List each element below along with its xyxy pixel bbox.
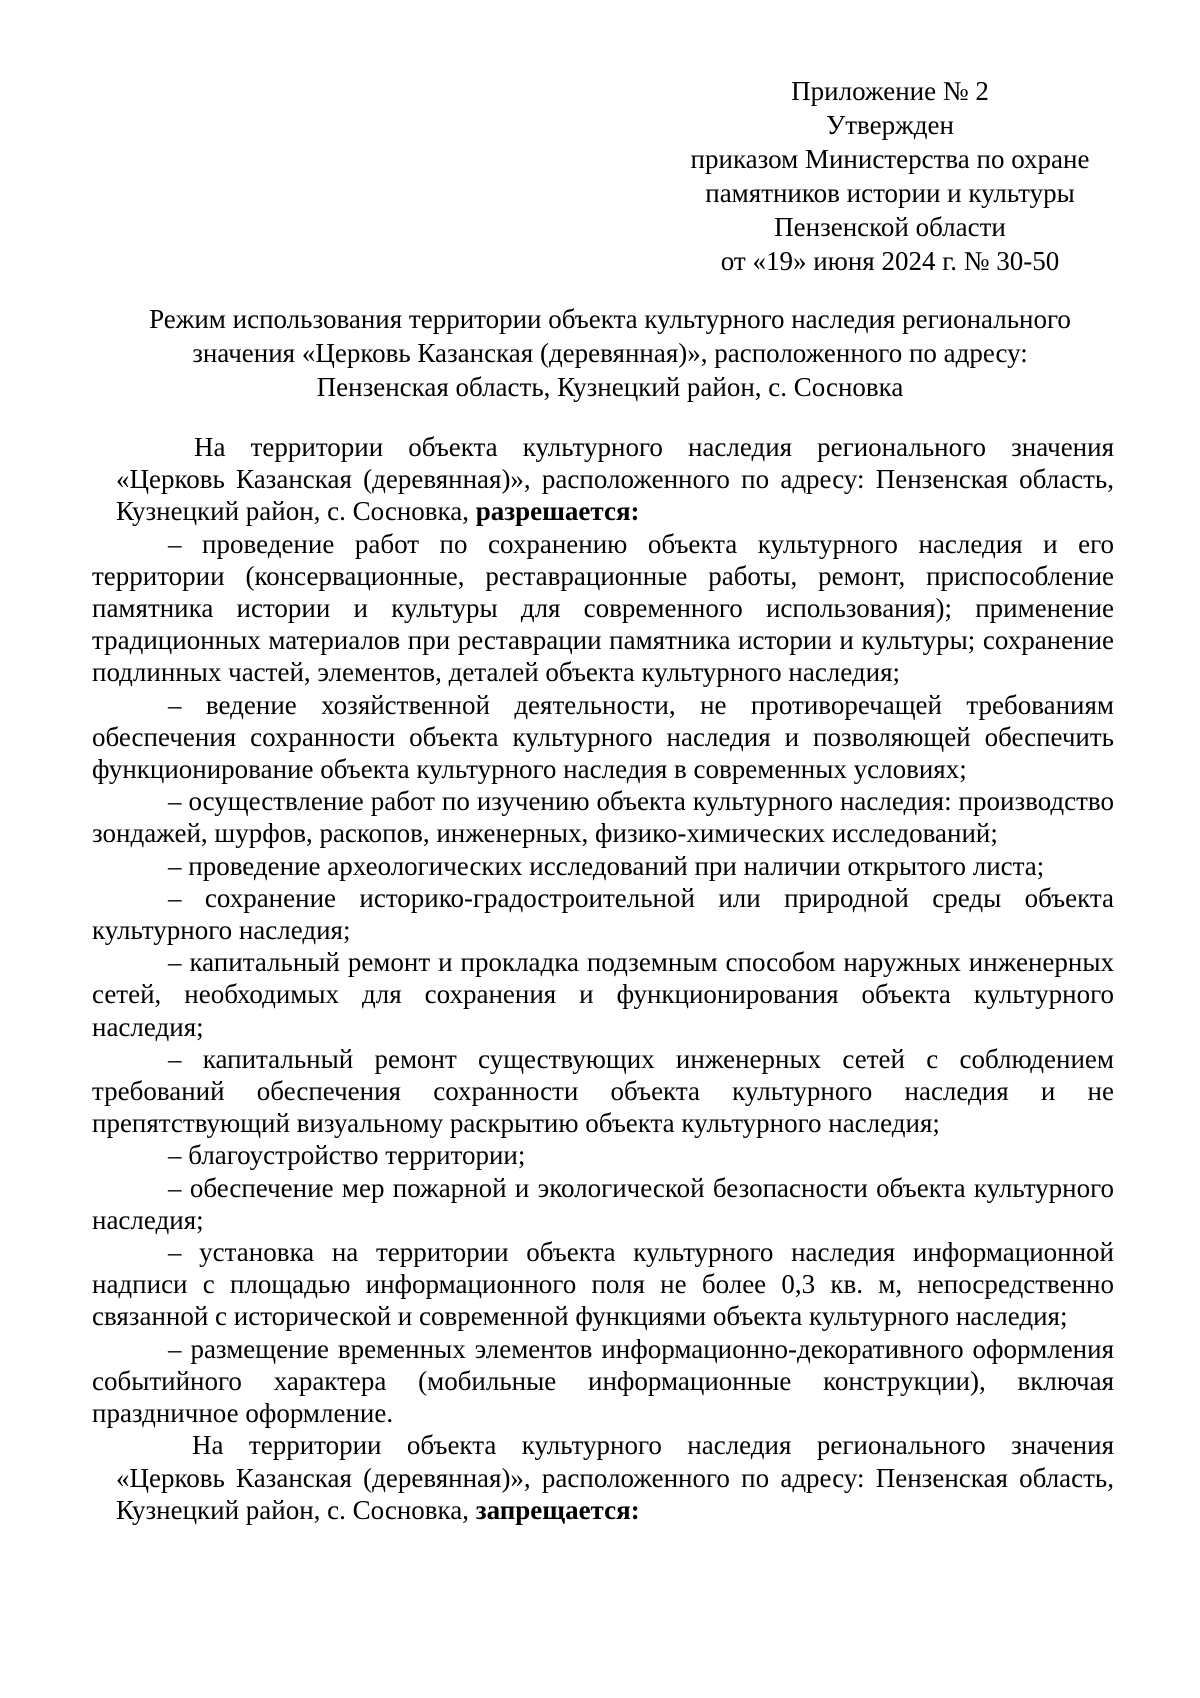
approval-date-line: от «19» июня 2024 г. № 30-50 (720, 246, 1060, 276)
allowed-item: – осуществление работ по изучению объекта культурного наследия: производство зондажей, шурфов, раскопов, инженерных, физико-химических исследований; (92, 786, 1114, 849)
allowed-item: – ведение хозяйственной деятельности, не противоречащей требованиям обеспечения сохранности объекта культурного наследия и позволяющей обеспечить функционирование объекта культурного наследия в современных условиях; (92, 689, 1114, 785)
allowed-item: – установка на территории объекта культурного наследия информационной надписи с площадью информационного поля не более 0,3 кв. м, непосредственно связанной с исторической и современной функциями объекта культурного наследия; (92, 1237, 1114, 1332)
allowed-item: – благоустройство территории; (168, 1140, 526, 1171)
document-body (92, 431, 1114, 1526)
allowed-item: – проведение археологических исследований при наличии открытого листа; (168, 850, 1045, 881)
prohibited-intro-text: На территории объекта культурного наследия регионального значения «Церковь Казанская (деревянная)», расположенного по адресу: Пензенская область, Кузнецкий район, с. Сосновка, (116, 1430, 1114, 1525)
allowed-item: – обеспечение мер пожарной и экологической безопасности объекта культурного наследия; (92, 1172, 1114, 1235)
allowed-item: – размещение временных элементов информационно-декоративного оформления событийного характера (мобильные информационные конструкции), включая праздничное оформление. (92, 1333, 1114, 1429)
document-title (120, 302, 1100, 404)
prohibited-keyword: запрещается: (475, 1494, 640, 1525)
appendix-number: Приложение № 2 (791, 76, 989, 106)
title-line-2: значения «Церковь Казанская (деревянная)», расположенного по адресу: (192, 338, 1028, 368)
title-line-3: Пензенская область, Кузнецкий район, с. Сосновка (316, 372, 904, 402)
allowed-item: – проведение работ по сохранению объекта культурного наследия и его территории (консервационные, реставрационные работы, ремонт, приспособление памятника истории и культуры для современного использования); применение традиционных материалов при реставрации памятника истории и культуры; сохранение подлинных частей, элементов, деталей объекта культурного наследия; (92, 528, 1114, 688)
allowed-intro-text: На территории объекта культурного наследия регионального значения «Церковь Казанская (деревянная)», расположенного по адресу: Пензенская область, Кузнецкий район, с. Сосновка, (116, 432, 1114, 527)
title-line-1: Режим использования территории объекта культурного наследия регионального (149, 304, 1071, 334)
allowed-intro-paragraph (92, 431, 1114, 528)
approval-header (650, 74, 1130, 278)
allowed-item: – капитальный ремонт существующих инженерных сетей с соблюдением требований обеспечения сохранности объекта культурного наследия и не препятствующий визуальному раскрытию объекта культурного наследия; (92, 1043, 1114, 1139)
approval-label: Утвержден (826, 110, 954, 140)
prohibited-intro-paragraph (92, 1429, 1114, 1526)
approval-order-line: приказом Министерства по охране (690, 144, 1090, 174)
allowed-item: – сохранение историко-градостроительной или природной среды объекта культурного наследия; (92, 882, 1114, 946)
approval-ministry-line: памятников истории и культуры (705, 178, 1075, 208)
allowed-keyword: разрешается: (475, 496, 640, 527)
allowed-item: – капитальный ремонт и прокладка подземным способом наружных инженерных сетей, необходимых для сохранения и функционирования объекта культурного наследия; (92, 947, 1114, 1042)
approval-region-line: Пензенской области (774, 212, 1006, 242)
